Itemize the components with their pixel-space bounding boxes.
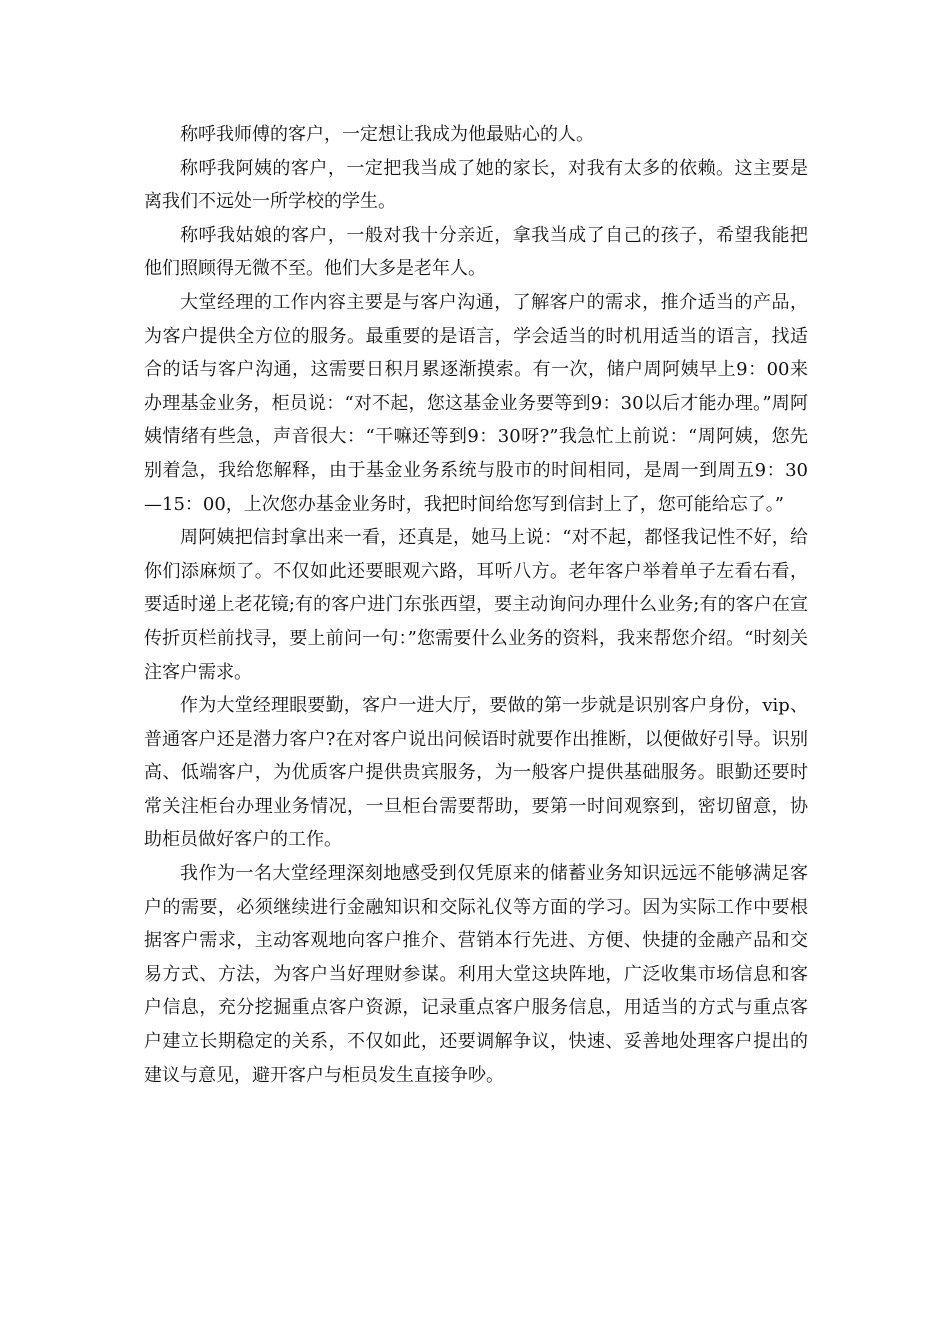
paragraph-3: 称呼我姑娘的客户，一般对我十分亲近，拿我当成了自己的孩子，希望我能把他们照顾得无微不至。他们大多是老年人。	[144, 224, 808, 280]
paragraph-7: 我作为一名大堂经理深刻地感受到仅凭原来的储蓄业务知识远远不能够满足客户的需要，必须继续进行金融知识和交际礼仪等方面的学习。因为实际工作中要根据客户需求，主动客观地向客户推介、营销本行先进、方便、快捷的金融产品和交易方式、方法，为客户当好理财参谋。利用大堂这块阵地，广泛收集市场信息和客户信息，充分挖掘重点客户资源，记录重点客户服务信息，用适当的方式与重点客户建立长期稳定的关系，不仅如此，还要调解争议，快速、妥善地处理客户提出的建议与意见，避开客户与柜员发生直接争吵。	[144, 863, 808, 1086]
document-body	[144, 118, 808, 1092]
paragraph-5: 周阿姨把信封拿出来一看，还真是，她马上说：“对不起，都怪我记性不好，给你们添麻烦了。不仅如此还要眼观六路，耳听八方。老年客户举着单子左看右看，要适时递上老花镜;有的客户进门东张西望，要主动询问办理什么业务;有的客户在宣传折页栏前找寻，要上前问一句：”您需要什么业务的资料，我来帮您介绍。“时刻关注客户需求。	[144, 527, 808, 683]
paragraph-1: 称呼我师傅的客户，一定想让我成为他最贴心的人。	[180, 124, 594, 145]
paragraph-6: 作为大堂经理眼要勤，客户一进大厅，要做的第一步就是识别客户身份，vip、普通客户还是潜力客户?在对客户说出问候语时就要作出推断，以便做好引导。识别高、低端客户，为优质客户提供贵宾服务，为一般客户提供基础服务。眼勤还要时常关注柜台办理业务情况，一旦柜台需要帮助，要第一时间观察到，密切留意，协助柜员做好客户的工作。	[144, 695, 808, 851]
paragraph-2: 称呼我阿姨的客户，一定把我当成了她的家长，对我有太多的依赖。这主要是离我们不远处一所学校的学生。	[144, 157, 808, 213]
paragraph-4: 大堂经理的工作内容主要是与客户沟通，了解客户的需求，推介适当的产品，为客户提供全方位的服务。最重要的是语言，学会适当的时机用适当的语言，找适合的话与客户沟通，这需要日积月累逐渐摸索。有一次，储户周阿姨早上9：00来办理基金业务，柜员说：“对不起，您这基金业务要等到9：30以后才能办理。”周阿姨情绪有些急，声音很大：“干嘛还等到9：30呀?”我急忙上前说：“周阿姨，您先别着急，我给您解释，由于基金业务系统与股市的时间相同，是周一到周五9：30—15：00，上次您办基金业务时，我把时间给您写到信封上了，您可能给忘了。”	[144, 291, 808, 515]
